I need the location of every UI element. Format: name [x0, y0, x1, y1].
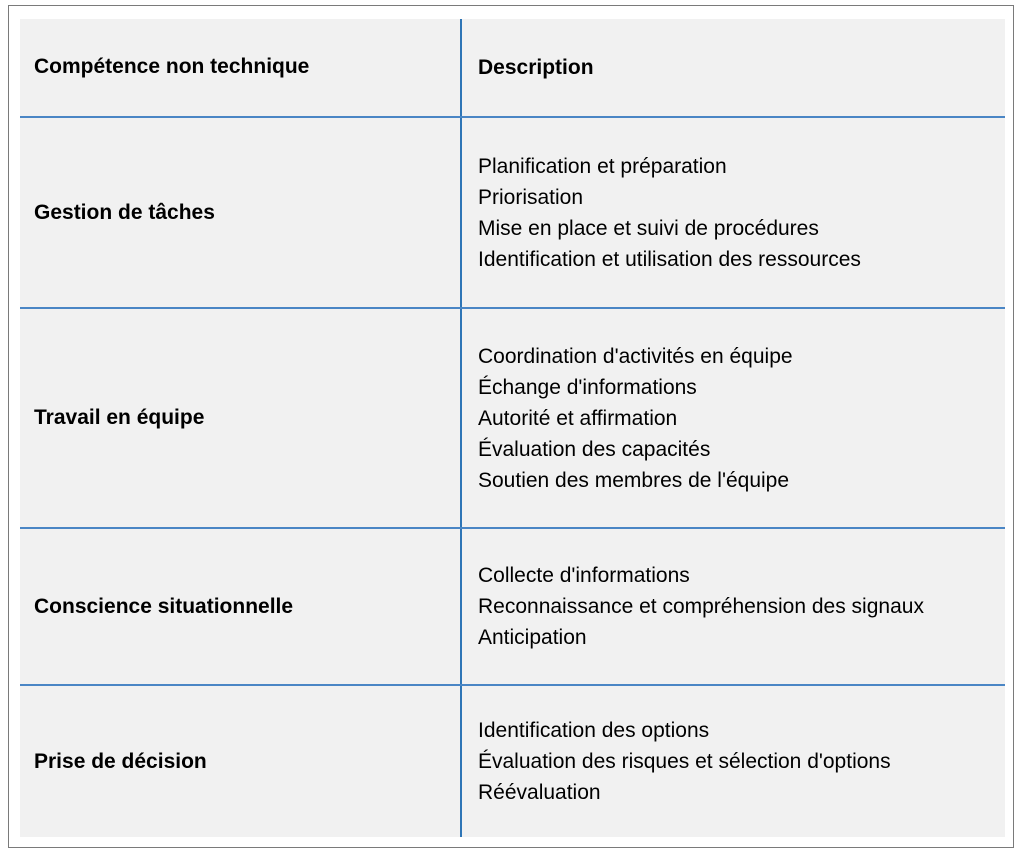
- table-frame: [8, 5, 1014, 848]
- skill-label: Conscience situationnelle: [34, 594, 294, 618]
- skill-cell-decision-making: [34, 686, 454, 837]
- description-item: Identification des options: [478, 719, 710, 742]
- header-description-label: Description: [478, 55, 594, 79]
- description-item: Évaluation des risques et sélection d'options: [478, 750, 891, 773]
- description-cell-situational-awareness: [478, 529, 998, 684]
- description-item: Autorité et affirmation: [478, 406, 678, 430]
- description-item: Réévaluation: [478, 781, 601, 804]
- column-divider: [460, 19, 462, 837]
- description-item: Reconnaissance et compréhension des signaux: [478, 595, 924, 618]
- skill-label: Gestion de tâches: [34, 201, 215, 224]
- description-item: Identification et utilisation des ressources: [478, 248, 861, 271]
- skill-label: Prise de décision: [34, 749, 207, 773]
- header-description-cell: [478, 19, 998, 115]
- header-skill-label: Compétence non technique: [34, 55, 310, 78]
- skill-cell-task-management: [34, 118, 454, 308]
- description-item: Collecte d'informations: [478, 564, 690, 587]
- skills-table: [20, 19, 1005, 837]
- header-skill-cell: [34, 19, 454, 115]
- description-cell-task-management: [478, 118, 998, 308]
- description-item: Échange d'informations: [478, 375, 697, 399]
- skill-label: Travail en équipe: [34, 406, 205, 429]
- skill-cell-situational-awareness: [34, 529, 454, 684]
- description-item: Mise en place et suivi de procédures: [478, 217, 819, 240]
- description-item: Évaluation des capacités: [478, 437, 711, 461]
- description-item: Planification et préparation: [478, 155, 727, 178]
- description-item: Coordination d'activités en équipe: [478, 344, 793, 368]
- description-item: Priorisation: [478, 186, 584, 209]
- description-item: Soutien des membres de l'équipe: [478, 468, 790, 492]
- description-item: Anticipation: [478, 626, 587, 649]
- description-cell-teamwork: [478, 309, 998, 527]
- skill-cell-teamwork: [34, 309, 454, 527]
- description-cell-decision-making: [478, 686, 998, 837]
